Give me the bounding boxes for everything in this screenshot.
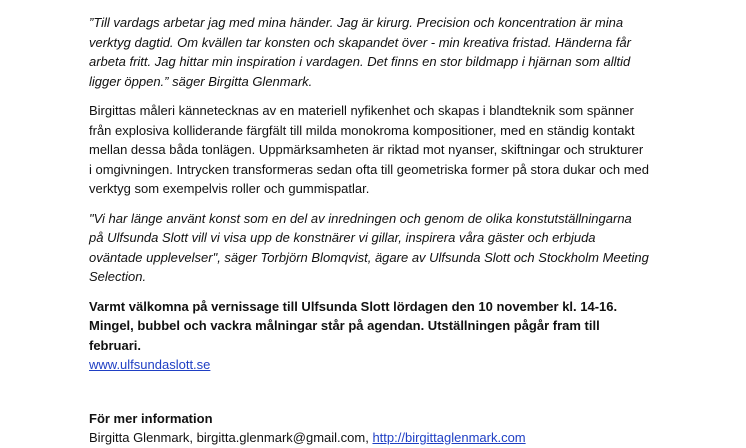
contact-email: birgitta.glenmark@gmail.com xyxy=(196,430,366,445)
artist-website-link[interactable]: http://birgittaglenmark.com xyxy=(372,430,526,445)
document-body xyxy=(89,13,649,448)
contact-line xyxy=(89,428,649,448)
website-link[interactable]: www.ulfsundaslott.se xyxy=(89,357,211,372)
owner-quote: "Vi har länge använt konst som en del av inredningen och genom de olika konstutställningarna på Ulfsunda Slott vill vi visa upp de konstnärer vi gillar, inspirera våra gäster och erbjuda oväntade upplevelser", säger Torbjörn Blomqvist, ägare av Ulfsunda Slott och Stockholm Meeting Selection. xyxy=(89,210,649,284)
invitation-paragraph: Varmt välkomna på vernissage till Ulfsunda Slott lördagen den 10 november kl. 14-16. Mingel, bubbel och vackra målningar står på agendan. Utställningen pågår fram till februari. xyxy=(89,298,618,353)
artist-quote: ”Till vardags arbetar jag med mina händer. Jag är kirurg. Precision och koncentration är mina verktyg dagtid. Om kvällen tar konsten och skapandet över - min kreativa fristad. Händerna får arbeta fritt. Jag hittar min inspiration i vardagen. Det finns en stor bildmapp i hjärnan som alltid ligger öppen.” säger Birgitta Glenmark. xyxy=(89,15,631,89)
contact-separator: , xyxy=(365,430,369,445)
more-info-heading: För mer information xyxy=(89,410,213,426)
contact-name: Birgitta Glenmark, xyxy=(89,430,194,445)
artwork-description-paragraph: Birgittas måleri kännetecknas av en materiell nyfikenhet och skapas i blandteknik som spänner från explosiva kolliderande färgfält till milda monokroma kompositioner, med en ständig kontakt mellan dessa båda tonlägen. Uppmärksamheten är riktad mot nyanser, skiftningar och strukturer i omgivningen. Intrycken transformeras sedan ofta till geometriska former på stora dukar och med verktyg som exempelvis roller och gummispatlar. xyxy=(89,103,649,196)
